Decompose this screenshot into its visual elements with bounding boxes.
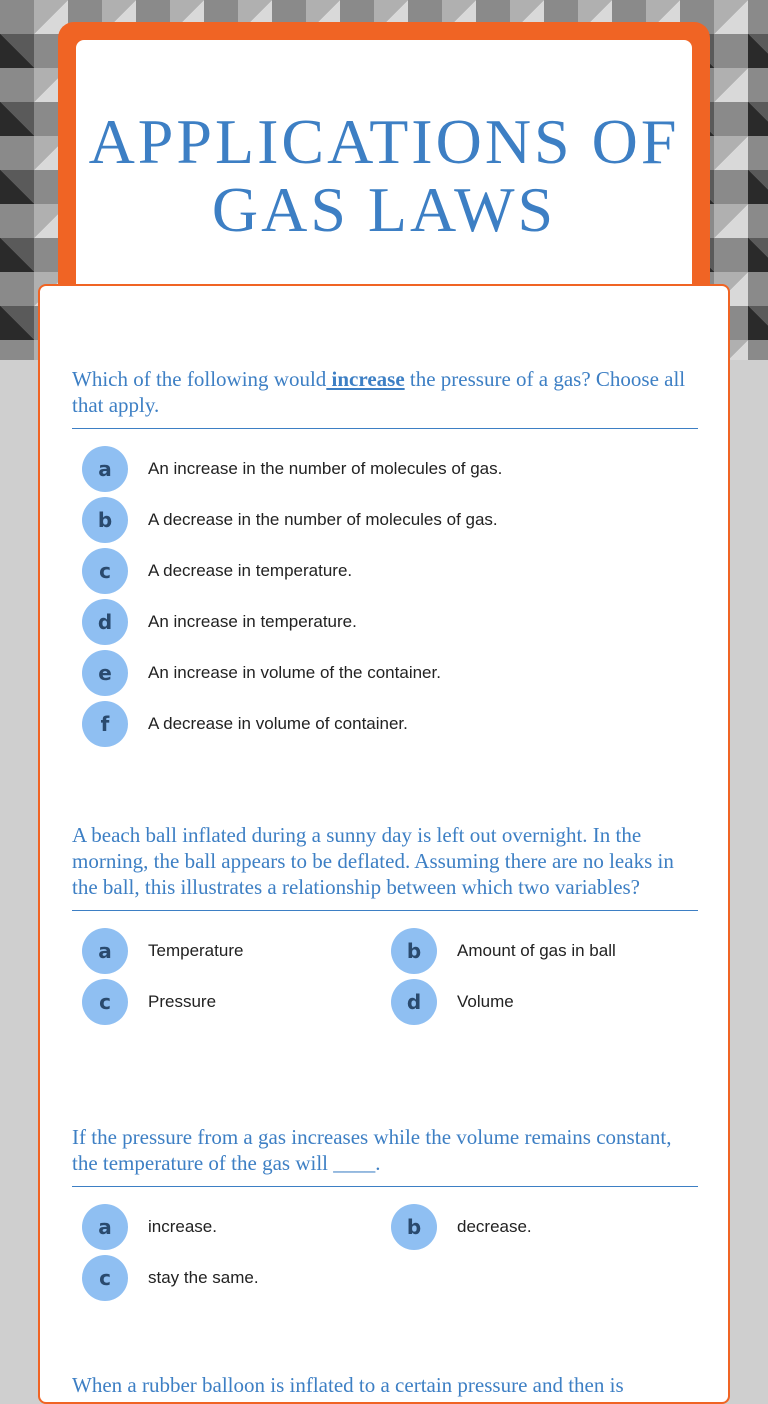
option-letter-bubble[interactable]: d — [391, 979, 437, 1025]
page-title: APPLICATIONS OF GAS LAWS — [88, 106, 680, 245]
answer-option[interactable] — [72, 976, 381, 1027]
option-letter-bubble[interactable]: b — [391, 928, 437, 974]
option-label: Temperature — [148, 940, 244, 960]
question-1 — [72, 366, 698, 749]
option-label: increase. — [148, 1216, 217, 1236]
option-label: decrease. — [457, 1216, 532, 1236]
question-3-text: If the pressure from a gas increases while the volume remains constant, the temperature of the gas will ____. — [72, 1124, 698, 1187]
option-letter-bubble[interactable]: c — [82, 979, 128, 1025]
question-2-text: A beach ball inflated during a sunny day is left out overnight. In the morning, the ball appears to be deflated. Assuming there are no leaks in the ball, this illustrates a relationship between which two variables? — [72, 822, 698, 911]
option-label: An increase in volume of the container. — [148, 662, 441, 682]
option-letter-bubble[interactable]: d — [82, 599, 128, 645]
option-label: Amount of gas in ball — [457, 940, 616, 960]
option-label: Pressure — [148, 991, 217, 1011]
option-letter-bubble[interactable]: a — [82, 446, 128, 492]
answer-option[interactable] — [381, 1201, 690, 1252]
question-4-text: When a rubber balloon is inflated to a certain pressure and then is — [72, 1373, 624, 1397]
option-label: A decrease in volume of container. — [148, 713, 408, 733]
option-letter-bubble[interactable]: a — [82, 928, 128, 974]
question-1-suffix: the pressure of a gas? Choose all that apply. — [72, 367, 686, 417]
option-label: stay the same. — [148, 1267, 259, 1287]
answer-option[interactable] — [72, 545, 698, 596]
answer-option[interactable] — [72, 494, 698, 545]
option-label: Volume — [457, 991, 514, 1011]
option-letter-bubble[interactable]: a — [82, 1204, 128, 1250]
answer-option[interactable] — [72, 1252, 381, 1303]
option-letter-bubble[interactable]: b — [82, 497, 128, 543]
answer-option[interactable] — [381, 976, 690, 1027]
option-letter-bubble[interactable]: e — [82, 650, 128, 696]
title-panel — [74, 38, 694, 322]
answer-option[interactable] — [72, 443, 698, 494]
answer-option[interactable] — [72, 596, 698, 647]
question-1-prefix: Which of the following would — [72, 367, 327, 391]
answer-option[interactable] — [381, 925, 690, 976]
answer-option[interactable] — [72, 647, 698, 698]
answer-option[interactable] — [72, 1201, 381, 1252]
question-3-options — [72, 1201, 698, 1303]
answer-option[interactable] — [72, 925, 381, 976]
option-label: An increase in the number of molecules of gas. — [148, 458, 503, 478]
question-2 — [72, 822, 698, 1027]
option-label: A decrease in the number of molecules of gas. — [148, 509, 498, 529]
question-1-emphasis: increase — [326, 367, 405, 391]
option-letter-bubble[interactable]: c — [82, 1255, 128, 1301]
option-letter-bubble[interactable]: c — [82, 548, 128, 594]
question-1-options — [72, 443, 698, 749]
answer-option[interactable] — [72, 698, 698, 749]
option-letter-bubble[interactable]: b — [391, 1204, 437, 1250]
question-2-options — [72, 925, 698, 1027]
question-1-text — [72, 366, 698, 429]
option-letter-bubble[interactable]: f — [82, 701, 128, 747]
option-label: A decrease in temperature. — [148, 560, 353, 580]
title-card — [58, 22, 710, 322]
worksheet-content — [38, 284, 730, 1404]
option-label: An increase in temperature. — [148, 611, 357, 631]
question-3 — [72, 1124, 698, 1303]
